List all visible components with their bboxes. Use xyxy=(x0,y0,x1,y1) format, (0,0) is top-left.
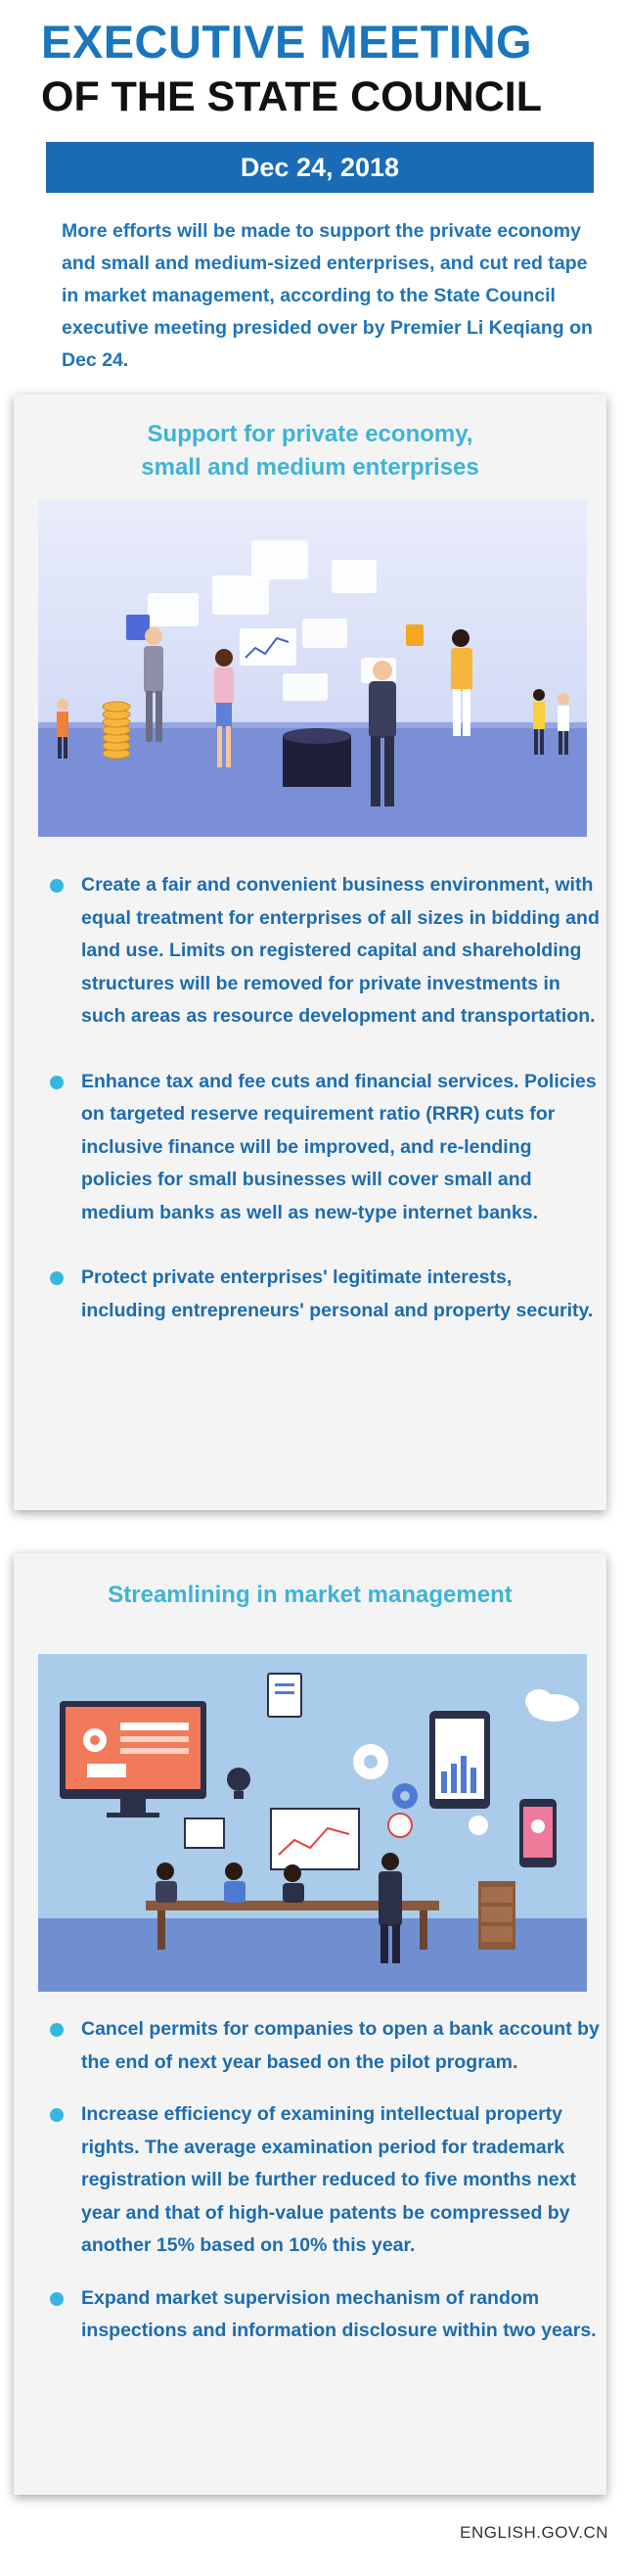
section-title-line-1: Support for private economy, xyxy=(147,421,473,447)
list-item xyxy=(38,2282,601,2348)
bullet-dot-icon xyxy=(50,2292,64,2306)
bullet-dot-icon xyxy=(50,2023,64,2037)
office-meeting-illustration xyxy=(38,1654,587,1992)
list-item xyxy=(38,2013,601,2079)
bullet-dot-icon xyxy=(50,1271,64,1285)
bullet-text: Create a fair and convenient business environment, with equal treatment for enterprises of all sizes in bidding and land use. Limits on registered capital and shareholding structures will be removed for private investments in such areas as resource development and transportation. xyxy=(81,874,600,1027)
list-item xyxy=(38,1262,601,1327)
bullet-dot-icon xyxy=(50,1076,64,1089)
section-2-bullets xyxy=(38,2013,601,2348)
bullet-dot-icon xyxy=(50,879,64,893)
section-title-line-2: small and medium enterprises xyxy=(141,454,479,481)
business-team-illustration xyxy=(38,499,587,837)
bullet-text: Increase efficiency of examining intellectual property rights. The average examination period for trademark registration will be further reduced to five months next year and that of high-value patents be compressed by another 15% based on 10% this year. xyxy=(81,2103,576,2256)
list-item xyxy=(38,1066,601,1230)
list-item xyxy=(38,2098,601,2263)
intro-paragraph: More efforts will be made to support the private economy and small and medium-sized enterprises, and cut red tape in market management, according to the State Council executive meeting presided over by Premier Li Keqiang on Dec 24. xyxy=(62,220,593,371)
title-line-2: OF THE STATE COUNCIL xyxy=(41,73,542,120)
bullet-text: Cancel permits for companies to open a bank account by the end of next year based on the pilot program. xyxy=(81,2018,600,2073)
list-item xyxy=(38,869,601,1034)
bullet-text: Expand market supervision mechanism of random inspections and information disclosure within two years. xyxy=(81,2286,597,2341)
source-footer: ENGLISH.GOV.CN xyxy=(460,2523,608,2542)
section-market-management-card xyxy=(14,1553,606,2495)
title-line-1: EXECUTIVE MEETING xyxy=(41,16,533,68)
section-title: Streamlining in market management xyxy=(108,1582,513,1608)
date-bar: Dec 24, 2018 xyxy=(46,142,594,193)
bullet-text: Protect private enterprises' legitimate interests, including entrepreneurs' personal and property security. xyxy=(81,1266,594,1321)
section-1-bullets xyxy=(38,869,601,1327)
bullet-text: Enhance tax and fee cuts and financial services. Policies on targeted reserve requirement ratio (RRR) cuts for inclusive finance will be improved, and re-lending policies for small businesses will cover small and medium banks as well as new-type internet banks. xyxy=(81,1070,597,1223)
bullet-dot-icon xyxy=(50,2108,64,2122)
section-private-economy-card xyxy=(14,394,606,1510)
